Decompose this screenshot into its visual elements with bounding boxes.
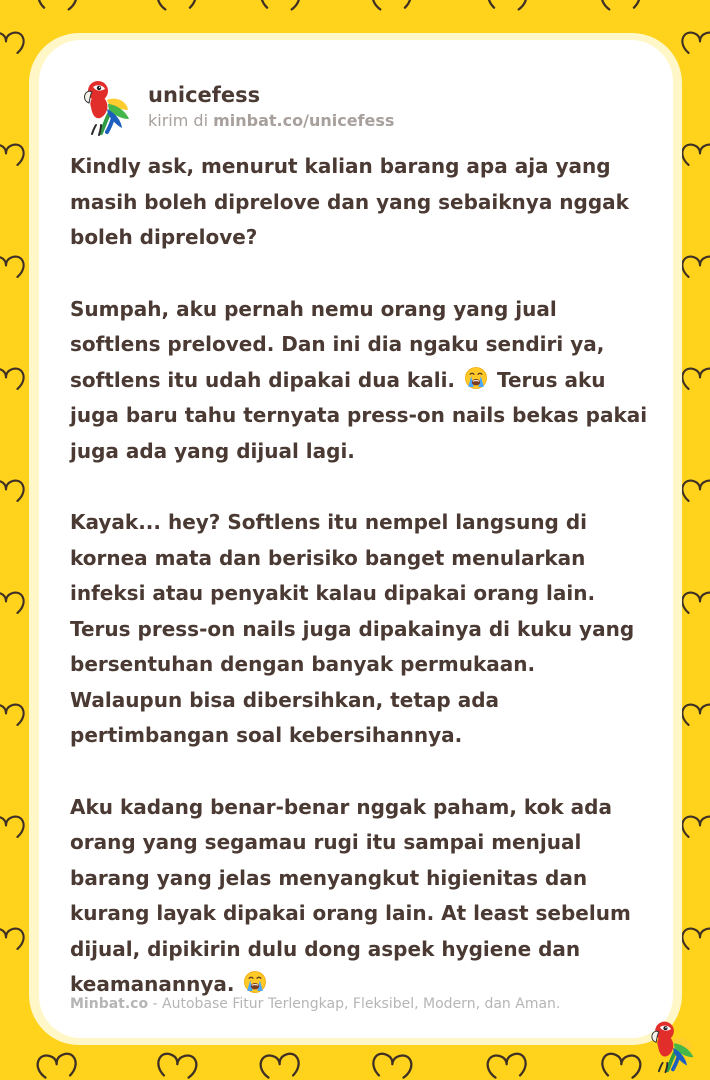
heart-outline-icon: [372, 1053, 412, 1078]
sender-subtitle: [148, 110, 394, 131]
heart-outline-icon: [682, 481, 710, 501]
parrot-avatar-icon: [80, 76, 132, 138]
heart-outline-icon: [682, 369, 710, 389]
branding-footer: [70, 994, 560, 1014]
heart-outline-icon: [157, 0, 196, 10]
heart-outline-icon: [0, 145, 24, 165]
sender-via-prefix: kirim di: [148, 111, 209, 130]
message-text: Sumpah, aku pernah nemu orang yang jual softlens preloved. Dan ini dia ngaku sendiri ya, softlens itu udah dipakai dua kali.: [70, 296, 605, 392]
heart-outline-icon: [682, 145, 710, 165]
footer-brand: Minbat.co: [70, 996, 149, 1012]
message-paragraph: [70, 149, 650, 256]
message-card: [39, 40, 673, 1038]
message-text: Kayak... hey? Softlens itu nempel langsung di kornea mata dan berisiko banget menularkan infeksi atau penyakit kalau dipakai orang lain. Terus press-on nails juga dipakainya di kuku yang bersentuhan dengan banyak permukaan. Walaupun bisa dibersihkan, tetap ada pertimbangan soal kebersihannya.: [70, 510, 635, 747]
loudly-crying-face-icon: [243, 970, 267, 994]
heart-outline-icon: [487, 1053, 527, 1078]
message-body: [70, 149, 650, 1003]
footer-tagline: - Autobase Fitur Terlengkap, Fleksibel, Modern, dan Aman.: [148, 996, 561, 1012]
heart-outline-icon: [682, 929, 710, 949]
heart-outline-icon: [682, 33, 710, 53]
message-text: Kindly ask, menurut kalian barang apa aja yang masih boleh diprelove dan yang sebaiknya nggak boleh diprelove?: [70, 154, 629, 249]
heart-outline-icon: [0, 705, 24, 725]
heart-outline-icon: [682, 593, 710, 613]
heart-outline-icon: [682, 257, 710, 277]
message-text: Terus aku juga baru tahu ternyata press-on nails bekas pakai juga ada yang dijual lagi.: [70, 367, 648, 463]
heart-outline-icon: [487, 0, 526, 10]
sender-info: [148, 83, 394, 131]
heart-outline-icon: [0, 369, 24, 389]
heart-outline-icon: [682, 705, 710, 725]
heart-outline-icon: [0, 481, 24, 501]
heart-outline-icon: [682, 817, 710, 837]
heart-outline-icon: [601, 0, 640, 10]
heart-outline-icon: [0, 33, 24, 53]
heart-outline-icon: [0, 929, 24, 949]
heart-outline-icon: [0, 817, 24, 837]
message-paragraph: [70, 292, 650, 470]
message-header: [80, 76, 394, 138]
message-text: Aku kadang benar-benar nggak paham, kok ada orang yang segamau rugi itu sampai menjual barang yang jelas menyangkut higienitas dan kurang layak dipakai orang lain. At least sebelum dijual, dipikirin dulu dong aspek hygiene dan keamanannya.: [70, 794, 631, 996]
heart-outline-icon: [0, 257, 24, 277]
heart-outline-icon: [37, 1053, 77, 1078]
heart-outline-icon: [260, 1053, 300, 1078]
heart-outline-icon: [601, 1053, 641, 1078]
parrot-mascot-icon: [647, 1017, 697, 1075]
message-paragraph: [70, 790, 650, 1003]
heart-outline-icon: [260, 0, 299, 10]
heart-outline-icon: [372, 0, 411, 10]
message-paragraph: [70, 505, 650, 754]
heart-outline-icon: [0, 593, 24, 613]
heart-outline-icon: [37, 0, 76, 10]
loudly-crying-face-icon: [464, 366, 488, 390]
sender-name: unicefess: [148, 83, 261, 107]
heart-outline-icon: [157, 1053, 197, 1078]
sender-profile-link[interactable]: minbat.co/unicefess: [213, 111, 395, 130]
